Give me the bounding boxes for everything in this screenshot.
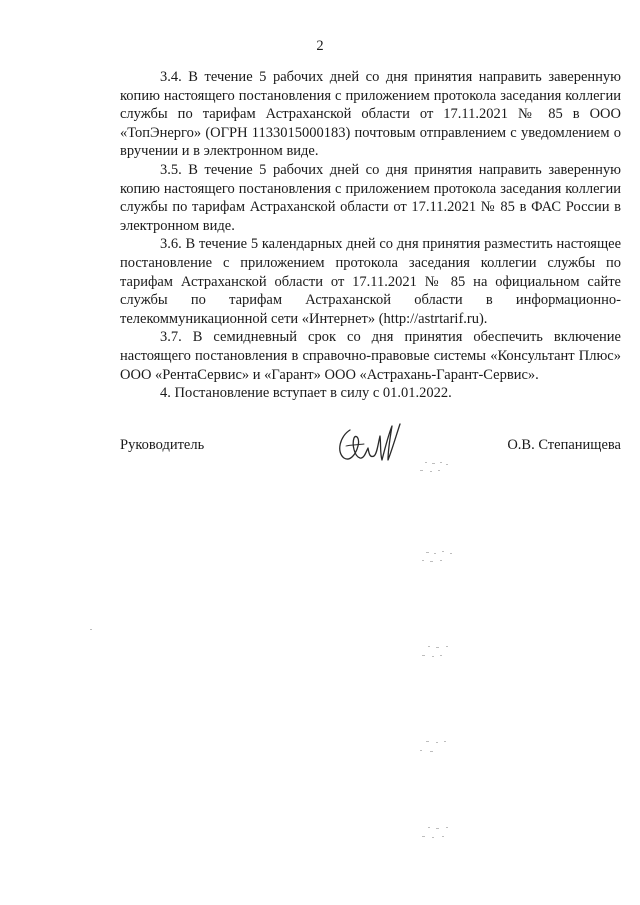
paragraph-3-7: 3.7. В семидневный срок со дня принятия обеспечить включение настоящего постановления в справочно-правовые системы «Консультант Плюс» ООО «РентаСервис» и «Гарант» ООО «Астрахань-Гарант-Сервис».: [120, 329, 621, 383]
document-body: [120, 68, 621, 403]
paragraph-3-5: 3.5. В течение 5 рабочих дней со дня принятия направить заверенную копию настоящего постановления с приложением протокола заседания коллегии службы по тарифам Астраханской области от 17.11.2021 № 85 в ФАС России в электронном виде.: [120, 161, 621, 234]
signatory-title: Руководитель: [120, 437, 205, 453]
handwritten-signature: [330, 418, 410, 468]
paragraph-3-6: 3.6. В течение 5 календарных дней со дня принятия разместить настоящее постановление с приложением протокола заседания коллегии службы по тарифам Астраханской области от 17.11.2021 № 85 на официальном сайте службы по тарифам Астраханской области в информационно-телекоммуникационной сети «Интернет» (http://astrtarif.ru).: [120, 236, 621, 327]
paragraph-4: 4. Постановление вступает в силу с 01.01.2022.: [160, 385, 452, 402]
page-number: 2: [316, 38, 324, 54]
paragraph-3-4: 3.4. В течение 5 рабочих дней со дня принятия направить заверенную копию настоящего постановления с приложением протокола заседания коллегии службы по тарифам Астраханской области от 17.11.2021 № 85 в ООО «ТопЭнерго» (ОГРН 1133015000183) почтовым отправлением с уведомлением о вручении и в электронном виде.: [120, 69, 621, 160]
signatory-name: О.В. Степанищева: [507, 437, 621, 453]
